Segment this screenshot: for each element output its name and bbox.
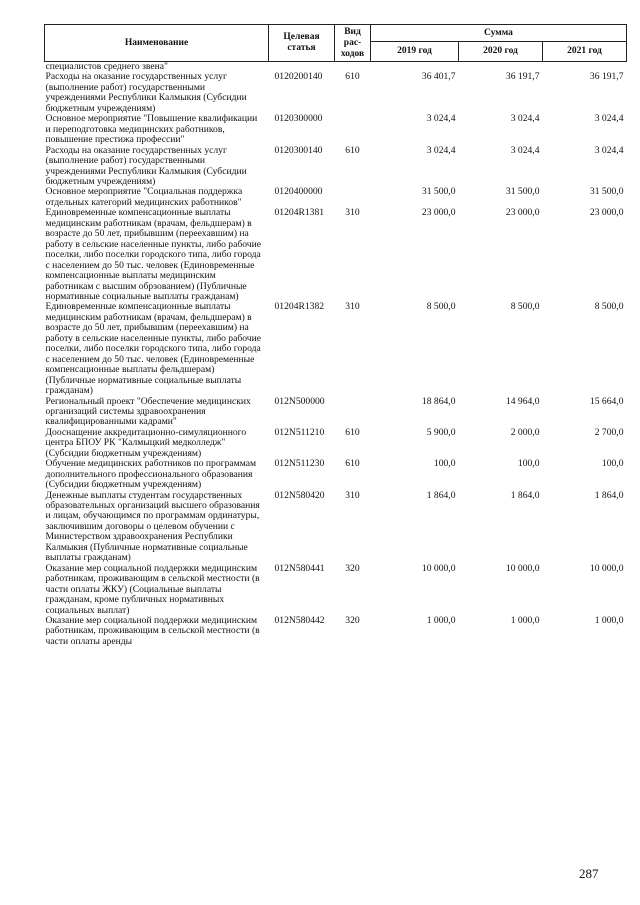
row-name: Дооснащение аккредитационно-симуляционного центра БПОУ РК "Калмыцкий медколледж" (Субсидии бюджетным учреждениям) (45, 427, 247, 459)
table-header (45, 25, 627, 62)
row-expense-type: 610 (345, 427, 360, 438)
row-amount-2021: 31 500,0 (589, 187, 624, 198)
row-code: 012N580441 (274, 563, 325, 574)
table-row (45, 146, 627, 188)
row-name: специалистов среднего звена" (45, 61, 168, 72)
row-name: Денежные выплаты студентам государственных образовательных организаций высшего образования и лицам, обучающимся по программам ординатуры, заключившим договоры о целевом обучении с Министерством здравоохранения Республики Калмыкия (Публичные нормативные социальные выплаты гражданам) (45, 490, 260, 564)
row-amount-2020: 1 864,0 (510, 490, 540, 501)
header-year-2020: 2020 год (459, 42, 543, 62)
row-code: 012N580442 (274, 616, 325, 627)
row-code: 0120400000 (274, 187, 323, 198)
row-amount-2021: 1 000,0 (594, 616, 624, 627)
row-code: 0120200140 (274, 72, 323, 83)
row-amount-2020: 31 500,0 (505, 187, 540, 198)
table-row (45, 616, 627, 647)
row-amount-2021: 23 000,0 (589, 208, 624, 219)
row-name: Оказание мер социальной поддержки медицинским работникам, проживающим в сельской местности (в части оплаты ЖКУ) (Социальные выплаты гражданам, кроме публичных нормативных социальных выплат) (45, 563, 260, 616)
row-name: Региональный проект "Обеспечение медицинских организаций системы здравоохранения квалифицированными кадрами" (45, 396, 251, 428)
table-row (45, 208, 627, 302)
row-code: 01204R1381 (274, 208, 325, 219)
row-code: 01204R1382 (274, 302, 325, 313)
table-row (45, 491, 627, 564)
row-amount-2021: 8 500,0 (594, 302, 624, 313)
row-amount-2020: 10 000,0 (505, 563, 540, 574)
row-amount-2021: 10 000,0 (589, 563, 624, 574)
row-expense-type: 610 (345, 459, 360, 470)
row-code: 012N511230 (274, 459, 325, 470)
row-name: Обучение медицинских работников по программам дополнительного профессионального образования (Субсидии бюджетным учреждениям) (45, 459, 257, 491)
table-row (45, 428, 627, 459)
row-amount-2019 (371, 62, 459, 73)
row-expense-type (335, 62, 371, 73)
row-code (269, 62, 335, 73)
row-amount-2019: 8 500,0 (426, 302, 456, 313)
row-expense-type (335, 397, 371, 428)
row-code: 0120300140 (274, 145, 323, 156)
row-amount-2021: 2 700,0 (594, 427, 624, 438)
row-amount-2019: 36 401,7 (421, 72, 456, 83)
table-row (45, 302, 627, 396)
row-amount-2020: 23 000,0 (505, 208, 540, 219)
row-amount-2019: 31 500,0 (421, 187, 456, 198)
row-name: Расходы на оказание государственных услуг (выполнение работ) государственными учреждениями Республики Калмыкия (Субсидии бюджетным учреждениям) (45, 72, 247, 114)
header-vid: Вид рас-ходов (335, 25, 371, 62)
row-amount-2020: 2 000,0 (510, 427, 540, 438)
row-amount-2021 (543, 62, 627, 73)
row-amount-2020: 3 024,4 (510, 145, 540, 156)
row-amount-2019: 3 024,4 (426, 145, 456, 156)
row-amount-2020: 14 964,0 (505, 396, 540, 407)
row-amount-2020: 8 500,0 (510, 302, 540, 313)
row-name: Оказание мер социальной поддержки медицинским работникам, проживающим в сельской местности (в части оплаты аренды (45, 616, 260, 647)
row-amount-2021: 15 664,0 (589, 396, 624, 407)
row-amount-2021: 3 024,4 (594, 114, 624, 125)
row-code: 012N580420 (274, 490, 325, 501)
row-expense-type (335, 114, 371, 145)
row-amount-2021: 100,0 (601, 459, 624, 470)
row-name: Основное мероприятие "Социальная поддержка отдельных категорий медицинских работников" (45, 187, 243, 208)
row-expense-type: 310 (345, 490, 360, 501)
row-amount-2019: 18 864,0 (421, 396, 456, 407)
row-expense-type: 610 (345, 72, 360, 83)
header-sum: Сумма (371, 25, 627, 42)
table-row (45, 187, 627, 208)
table-row (45, 114, 627, 145)
table-row (45, 72, 627, 114)
table-body (45, 62, 627, 648)
row-amount-2020: 1 000,0 (510, 616, 540, 627)
row-expense-type: 310 (345, 302, 360, 313)
table-row (45, 564, 627, 616)
row-amount-2020: 3 024,4 (510, 114, 540, 125)
row-expense-type: 320 (345, 563, 360, 574)
row-amount-2019: 23 000,0 (421, 208, 456, 219)
row-code: 012N500000 (274, 396, 325, 407)
header-year-2021: 2021 год (543, 42, 627, 62)
table-row (45, 397, 627, 428)
row-amount-2019: 100,0 (433, 459, 456, 470)
row-expense-type: 610 (345, 145, 360, 156)
header-year-2019: 2019 год (371, 42, 459, 62)
row-amount-2019: 10 000,0 (421, 563, 456, 574)
row-amount-2020: 100,0 (517, 459, 540, 470)
row-name: Основное мероприятие "Повышение квалификации и переподготовка медицинских работников, повышение престижа профессии" (45, 114, 258, 146)
header-code: Целевая статья (269, 25, 335, 62)
row-amount-2021: 1 864,0 (594, 490, 624, 501)
row-amount-2019: 5 900,0 (426, 427, 456, 438)
row-amount-2019: 1 864,0 (426, 490, 456, 501)
row-expense-type: 310 (345, 208, 360, 219)
page-number: 287 (579, 866, 599, 881)
row-amount-2019: 3 024,4 (426, 114, 456, 125)
row-amount-2019: 1 000,0 (426, 616, 456, 627)
row-amount-2020: 36 191,7 (505, 72, 540, 83)
row-amount-2020 (459, 62, 543, 73)
row-name: Единовременные компенсационные выплаты медицинским работникам (врачам, фельдшерам) в возрасте до 50 лет, прибывшим (переехавшим) на работу в сельские населенные пункты, либо рабочие поселки, либо поселки городского типа, либо города с населением до 50 тыс. человек (Единовременные компенсационные выплаты фельдшерам) (Публичные нормативные социальные выплаты гражданам) (45, 302, 261, 397)
table-row (45, 459, 627, 490)
row-expense-type: 320 (345, 616, 360, 627)
row-name: Единовременные компенсационные выплаты медицинским работникам (врачам, фельдшерам) в возрасте до 50 лет, прибывшим (переехавшим) на работу в сельские населенные пункты, либо рабочие поселки, либо поселки городского типа, либо города с населением до 50 тыс. человек (Единовременные компенсационные выплаты медицинским работникам с высшим обрзованием) (Публичные нормативные социальные выплаты гражданам) (45, 208, 261, 302)
table-row (45, 62, 627, 73)
row-amount-2021: 3 024,4 (594, 145, 624, 156)
row-amount-2021: 36 191,7 (589, 72, 624, 83)
row-name: Расходы на оказание государственных услуг (выполнение работ) государственными учреждениями Республики Калмыкия (Субсидии бюджетным учреждениям) (45, 145, 247, 187)
row-code: 0120300000 (274, 114, 323, 125)
budget-table (44, 24, 627, 647)
row-expense-type (335, 187, 371, 208)
row-code: 012N511210 (274, 427, 325, 438)
header-name: Наименование (45, 25, 269, 62)
